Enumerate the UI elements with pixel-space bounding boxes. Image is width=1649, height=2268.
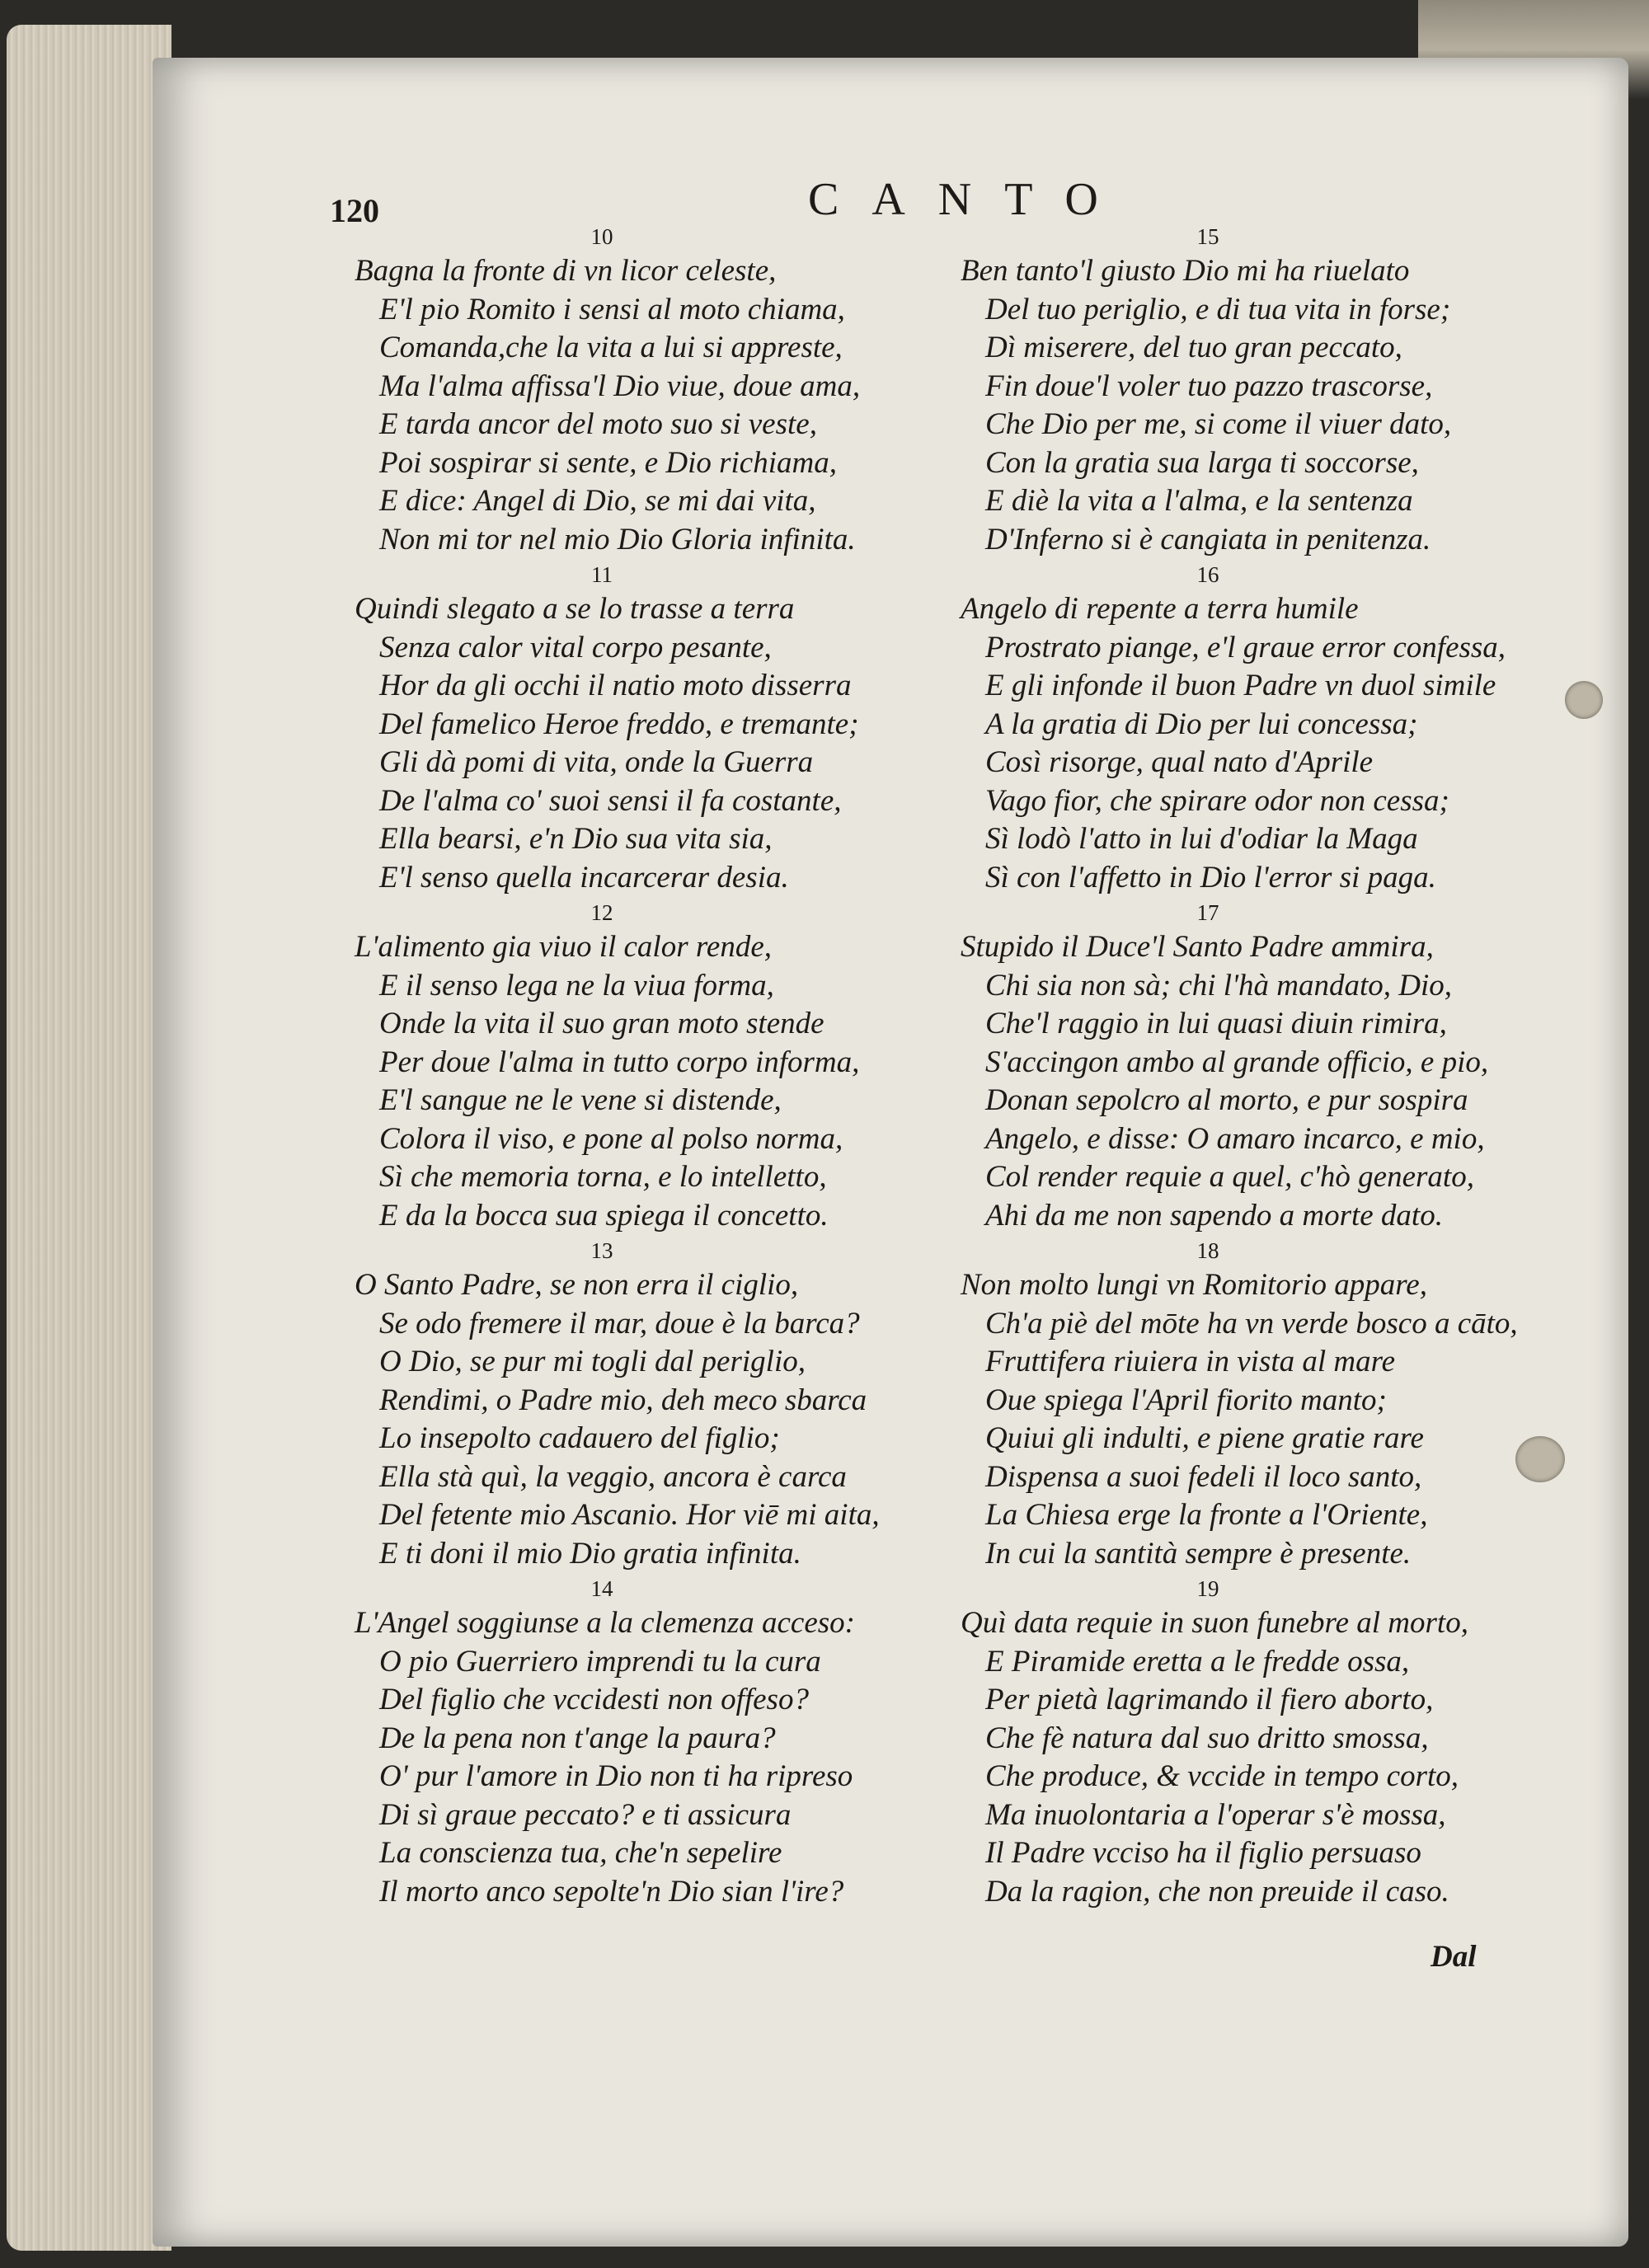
- stanza-number: 15: [1196, 224, 1219, 249]
- right-column: [961, 221, 1587, 1911]
- verse-line: E diè la vita a l'alma, e la sentenza: [985, 484, 1413, 518]
- verse-line: Rendimi, o Padre mio, deh meco sbarca: [379, 1383, 867, 1417]
- catchword: Dal: [1431, 1940, 1477, 1974]
- verse-line: Per pietà lagrimando il fiero aborto,: [985, 1683, 1434, 1716]
- verse-line: Poi sospirar si sente, e Dio richiama,: [379, 445, 837, 480]
- verse-line: E gli infonde il buon Padre vn duol simile: [985, 669, 1496, 702]
- verse-line: La Chiesa erge la fronte a l'Oriente,: [985, 1498, 1428, 1532]
- page-tab-mark: [1515, 1436, 1565, 1482]
- verse-line: La conscienza tua, che'n sepelire: [379, 1836, 782, 1870]
- verse-line: Fin doue'l voler tuo pazzo trascorse,: [985, 369, 1433, 403]
- page-tab-mark: [1565, 681, 1603, 719]
- verse-line: Non mi tor nel mio Dio Gloria infinita.: [379, 522, 856, 556]
- verse-line: Oue spiega l'April fiorito manto;: [985, 1383, 1387, 1417]
- verse-line: Del figlio che vccidesti non offeso?: [379, 1683, 809, 1716]
- stanza: [961, 1573, 1587, 1911]
- verse-line: Quindi slegato a se lo trasse a terra: [355, 592, 795, 626]
- verse-line: Così risorge, qual nato d'Aprile: [985, 745, 1374, 779]
- running-head: CANTO: [808, 174, 1131, 225]
- verse-line: Ella bearsi, e'n Dio sua vita sia,: [379, 822, 773, 856]
- verse-line: Ben tanto'l giusto Dio mi ha riuelato: [961, 254, 1410, 288]
- page-number: 120: [330, 192, 379, 229]
- verse-line: Senza calor vital corpo pesante,: [379, 630, 772, 664]
- verse-line: Da la ragion, che non preuide il caso.: [985, 1874, 1449, 1909]
- verse-line: Donan sepolcro al morto, e pur sospira: [985, 1083, 1468, 1117]
- stanza: [355, 1235, 981, 1573]
- stanza: [961, 221, 1587, 559]
- verse-line: Del tuo periglio, e di tua vita in forse;: [985, 292, 1451, 326]
- verse-line: Del fetente mio Ascanio. Hor viē mi aita,: [379, 1498, 880, 1532]
- stanza-number: 11: [591, 562, 613, 587]
- verse-line: Angelo, e disse: O amaro incarco, e mio,: [985, 1121, 1485, 1156]
- verse-line: De l'alma co' suoi sensi il fa costante,: [379, 783, 842, 818]
- verse-line: Il Padre vcciso ha il figlio persuaso: [985, 1836, 1421, 1870]
- verse-line: E da la bocca sua spiega il concetto.: [379, 1198, 829, 1233]
- verse-line: Che produce, & vccide in tempo corto,: [985, 1759, 1459, 1793]
- verse-line: Ma inuolontaria a l'operar s'è mossa,: [985, 1797, 1446, 1832]
- left-column: [355, 221, 981, 1911]
- verse-line: Fruttifera riuiera in vista al mare: [985, 1345, 1396, 1378]
- verse-line: Angelo di repente a terra humile: [961, 592, 1359, 626]
- verse-line: Vago fior, che spirare odor non cessa;: [985, 783, 1449, 818]
- stanza-number: 17: [1196, 900, 1219, 925]
- verse-line: Ella stà quì, la veggio, ancora è carca: [379, 1459, 847, 1494]
- verse-line: Onde la vita il suo gran moto stende: [379, 1007, 824, 1040]
- verse-line: Il morto anco sepolte'n Dio sian l'ire?: [379, 1874, 844, 1909]
- verse-line: O Dio, se pur mi togli dal periglio,: [379, 1345, 806, 1378]
- verse-line: O Santo Padre, se non erra il ciglio,: [355, 1268, 799, 1302]
- stanza-number: 10: [590, 224, 613, 249]
- verse-line: E tarda ancor del moto suo si veste,: [379, 407, 817, 441]
- verse-line: E'l senso quella incarcerar desia.: [379, 860, 789, 895]
- verse-line: Sì con l'affetto in Dio l'error si paga.: [985, 860, 1436, 895]
- stanza-number: 13: [590, 1238, 613, 1263]
- verse-line: Se odo fremere il mar, doue è la barca?: [379, 1306, 860, 1341]
- stanza-number: 16: [1196, 562, 1219, 587]
- verse-line: E'l pio Romito i sensi al moto chiama,: [379, 292, 845, 326]
- verse-line: In cui la santità sempre è presente.: [985, 1536, 1412, 1571]
- verse-line: Per doue l'alma in tutto corpo informa,: [379, 1045, 860, 1079]
- verse-line: O' pur l'amore in Dio non ti ha ripreso: [379, 1759, 853, 1793]
- verse-line: Col render requie a quel, c'hò generato,: [985, 1160, 1474, 1194]
- stanza-number: 14: [590, 1576, 613, 1601]
- verse-line: L'alimento gia viuo il calor rende,: [355, 930, 772, 964]
- stanza-number: 12: [590, 900, 613, 925]
- verse-line: D'Inferno si è cangiata in penitenza.: [985, 522, 1431, 556]
- verse-line: Ma l'alma affissa'l Dio viue, doue ama,: [379, 369, 861, 403]
- verse-line: S'accingon ambo al grande officio, e pio,: [985, 1045, 1489, 1079]
- verse-line: E dice: Angel di Dio, se mi dai vita,: [379, 484, 816, 518]
- verse-line: Di sì graue peccato? e ti assicura: [379, 1797, 792, 1832]
- verse-line: Stupido il Duce'l Santo Padre ammira,: [961, 930, 1434, 964]
- verse-line: Hor da gli occhi il natio moto disserra: [379, 669, 852, 702]
- verse-line: Ch'a piè del mōte ha vn verde bosco a cāto,: [985, 1306, 1518, 1341]
- verse-line: Non molto lungi vn Romitorio appare,: [961, 1268, 1427, 1302]
- book-page-edges: [7, 25, 171, 2251]
- verse-line: E ti doni il mio Dio gratia infinita.: [379, 1536, 801, 1571]
- stanza: [355, 559, 981, 897]
- verse-line: Del famelico Heroe freddo, e tremante;: [379, 707, 859, 741]
- verse-line: Con la gratia sua larga ti soccorse,: [985, 445, 1419, 480]
- verse-line: O pio Guerriero imprendi tu la cura: [379, 1644, 821, 1679]
- stanza: [961, 1235, 1587, 1573]
- verse-line: Dì miserere, del tuo gran peccato,: [985, 331, 1402, 364]
- verse-line: Dispensa a suoi fedeli il loco santo,: [985, 1459, 1422, 1494]
- verse-line: Quiui gli indulti, e piene gratie rare: [985, 1421, 1424, 1455]
- verse-line: Quì data requie in suon funebre al morto,: [961, 1606, 1468, 1640]
- verse-line: Gli dà pomi di vita, onde la Guerra: [379, 745, 814, 779]
- verse-line: Ahi da me non sapendo a morte dato.: [985, 1198, 1443, 1233]
- verse-line: Sì lodò l'atto in lui d'odiar la Maga: [985, 822, 1418, 856]
- verse-line: Che fè natura dal suo dritto smossa,: [985, 1721, 1429, 1755]
- verse-line: Comanda,che la vita a lui si appreste,: [379, 331, 843, 364]
- verse-line: De la pena non t'ange la paura?: [379, 1721, 776, 1755]
- verse-line: Lo insepolto cadauero del figlio;: [379, 1421, 780, 1455]
- verse-line: Bagna la fronte di vn licor celeste,: [355, 254, 777, 288]
- verse-line: Prostrato piange, e'l graue error confessa,: [985, 630, 1506, 664]
- verse-line: A la gratia di Dio per lui concessa;: [985, 707, 1418, 741]
- verse-line: Sì che memoria torna, e lo intelletto,: [379, 1160, 827, 1194]
- stanza: [355, 1573, 981, 1911]
- verse-line: E il senso lega ne la viua forma,: [379, 968, 774, 1003]
- stanza: [355, 897, 981, 1235]
- verse-line: E'l sangue ne le vene si distende,: [379, 1083, 782, 1117]
- stanza-number: 18: [1196, 1238, 1219, 1263]
- verse-line: E Piramide eretta a le fredde ossa,: [985, 1644, 1410, 1679]
- verse-line: L'Angel soggiunse a la clemenza acceso:: [355, 1606, 855, 1640]
- stanza: [355, 221, 981, 559]
- verse-line: Che Dio per me, si come il viuer dato,: [985, 407, 1452, 441]
- stanza: [961, 897, 1587, 1235]
- stanza: [961, 559, 1587, 897]
- verse-line: Chi sia non sà; chi l'hà mandato, Dio,: [985, 968, 1453, 1003]
- verse-line: Che'l raggio in lui quasi diuin rimira,: [985, 1007, 1447, 1040]
- verse-line: Colora il viso, e pone al polso norma,: [379, 1121, 843, 1156]
- stanza-number: 19: [1196, 1576, 1219, 1601]
